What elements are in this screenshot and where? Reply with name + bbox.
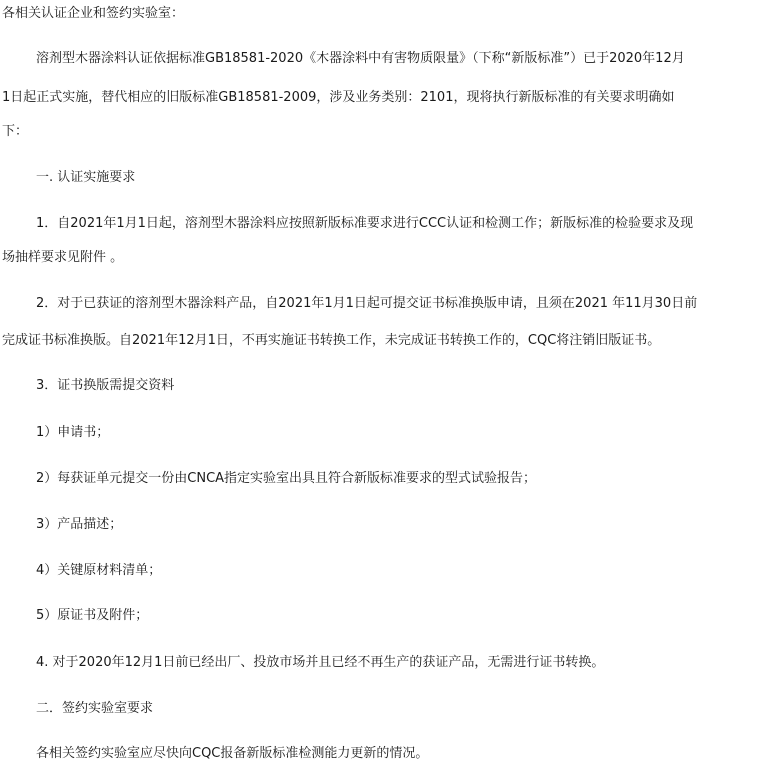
item1-line-1: 1．自2021年1月1日起，溶剂型木器涂料应按照新版标准要求进行CCC认证和检测工作；新版标准的检验要求及现 (36, 216, 694, 231)
section2-heading: 二．签约实验室要求 (36, 701, 154, 716)
required-doc-3: 3）产品描述； (36, 517, 123, 532)
required-doc-1: 1）申请书； (36, 425, 110, 440)
item1-line-2: 场抽样要求见附件 。 (2, 250, 124, 265)
item2-line-1: 2．对于已获证的溶剂型木器涂料产品，自2021年1月1日起可提交证书标准换版申请，且须在2021 年11月30日前 (36, 296, 698, 311)
intro-paragraph-line-2: 1日起正式实施，替代相应的旧版标准GB18581-2009，涉及业务类别：2101，现将执行新版标准的有关要求明确如 (2, 90, 675, 105)
salutation: 各相关认证企业和签约实验室： (2, 6, 185, 21)
intro-paragraph-line-3: 下： (2, 124, 29, 139)
required-doc-4: 4）关键原材料清单； (36, 563, 162, 578)
item2-line-2: 完成证书标准换版。自2021年12月1日，不再实施证书转换工作，未完成证书转换工作的，CQC将注销旧版证书。 (2, 333, 661, 348)
required-doc-5: 5）原证书及附件； (36, 608, 149, 623)
section1-heading: 一. 认证实施要求 (36, 170, 136, 185)
item4: 4. 对于2020年12月1日前已经出厂、投放市场并且已经不再生产的获证产品，无需进行证书转换。 (36, 655, 605, 670)
section2-body: 各相关签约实验室应尽快向CQC报备新版标准检测能力更新的情况。 (36, 746, 429, 761)
item3-heading: 3．证书换版需提交资料 (36, 378, 175, 393)
intro-paragraph-line-1: 溶剂型木器涂料认证依据标准GB18581-2020《木器涂料中有害物质限量》（下称“新版标准”）已于2020年12月 (36, 51, 685, 66)
required-doc-2: 2）每获证单元提交一份由CNCA指定实验室出具且符合新版标准要求的型式试验报告； (36, 471, 537, 486)
